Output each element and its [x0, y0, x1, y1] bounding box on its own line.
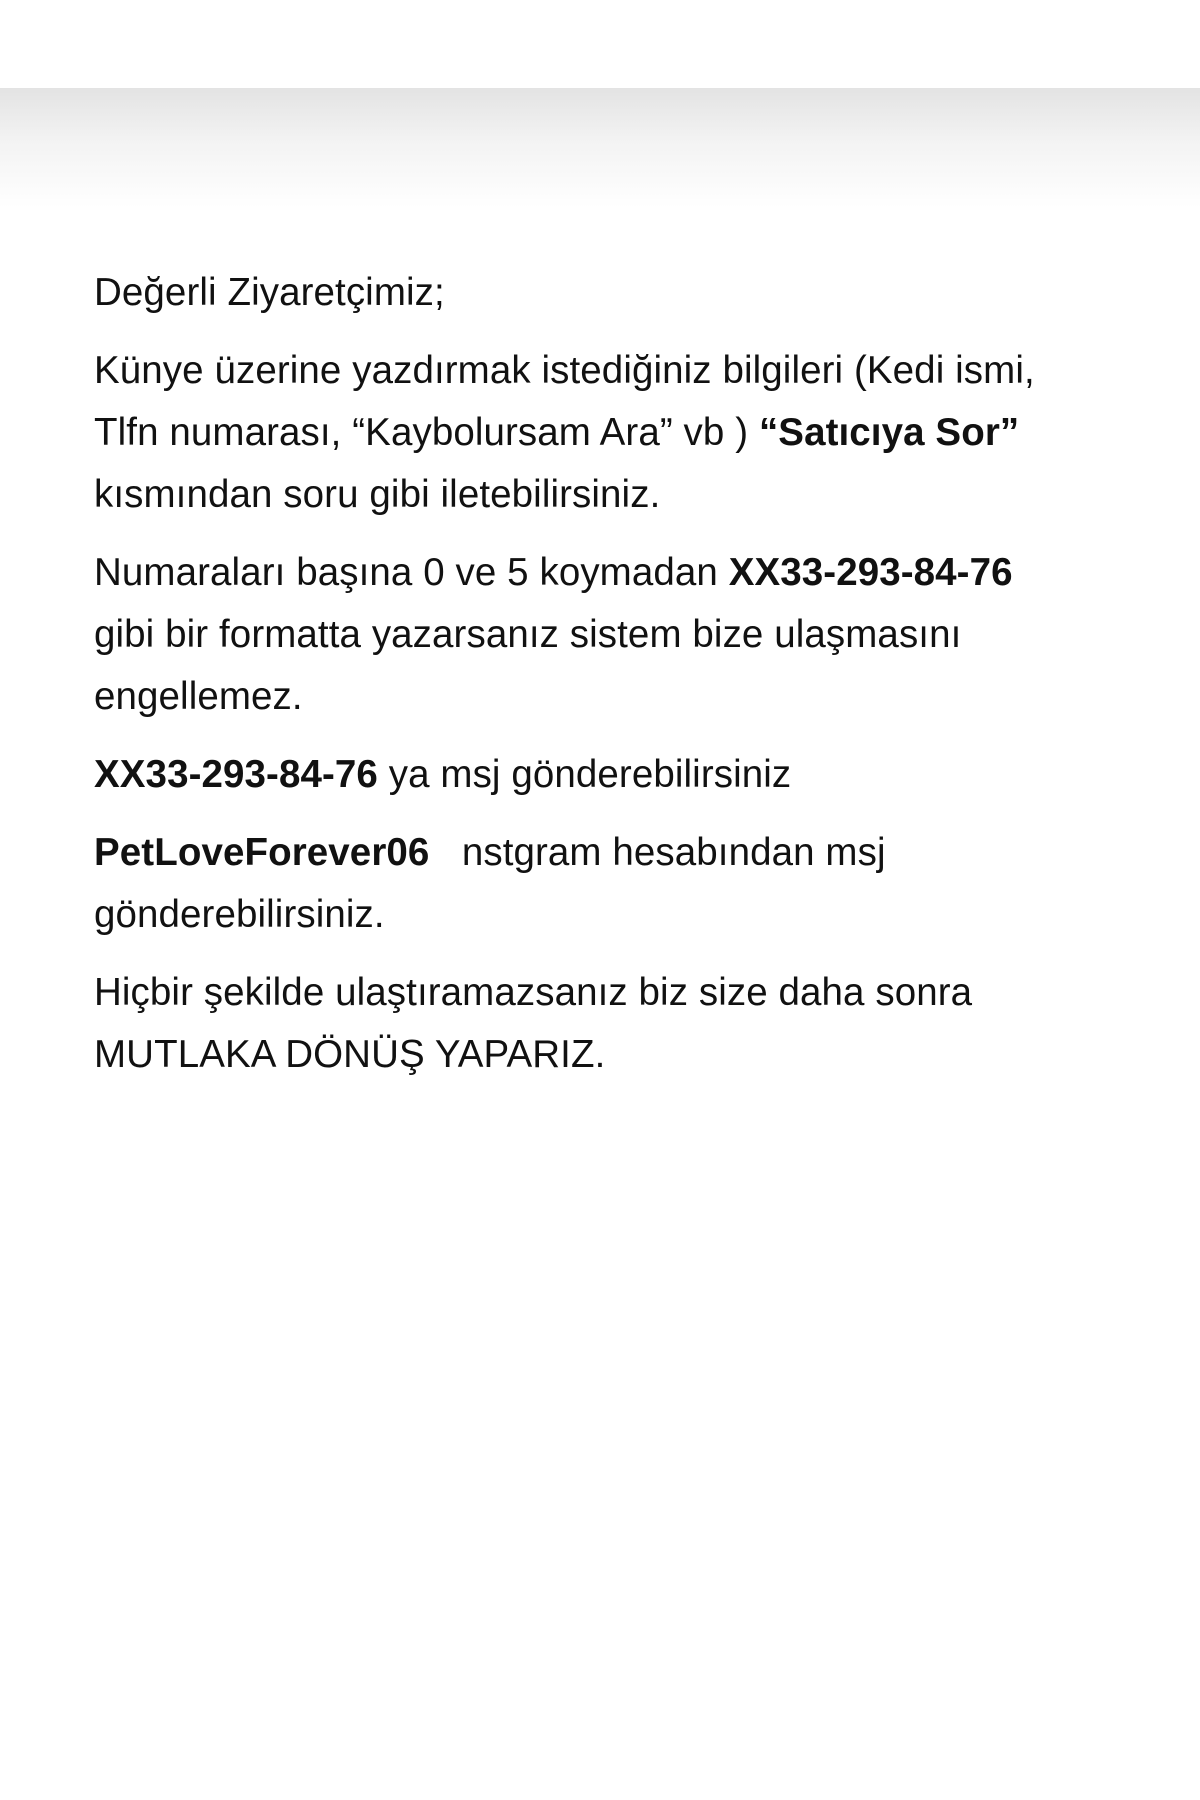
paragraph-instructions [94, 340, 1134, 526]
top-shadow-band [0, 88, 1200, 208]
greeting [94, 262, 1134, 324]
phone-number-2: XX33-293-84-76 [94, 753, 378, 796]
instructions-line-1: Künye üzerine yazdırmak istediğiniz bilgileri (Kedi ismi, [94, 349, 1035, 392]
phone-number: XX33-293-84-76 [728, 551, 1013, 594]
paragraph-callback [94, 962, 1134, 1086]
instructions-line-2: Tlfn numarası, “Kaybolursam Ara” vb ) [94, 411, 759, 454]
callback-line-1: Hiçbir şekilde ulaştıramazsanız biz size daha sonra [94, 971, 973, 1014]
number-format-line-3: engellemez. [94, 675, 303, 718]
greeting-text: Değerli Ziyaretçimiz; [94, 271, 445, 314]
paragraph-number-format [94, 542, 1134, 728]
ask-seller-label: “Satıcıya Sor” [758, 411, 1020, 454]
notice-text [94, 262, 1134, 1102]
instructions-line-3: kısmından soru gibi iletebilirsiniz. [94, 473, 661, 516]
instagram-text: nstgram hesabından msj [429, 831, 886, 874]
instagram-account: PetLoveForever06 [94, 831, 430, 874]
paragraph-instagram [94, 822, 1134, 946]
message-text: ya msj gönderebilirsiniz [377, 753, 792, 796]
number-format-line-2: gibi bir formatta yazarsanız sistem bize ulaşmasını [94, 613, 962, 656]
number-format-line-1: Numaraları başına 0 ve 5 koymadan [94, 551, 729, 594]
paragraph-message [94, 744, 1134, 806]
instagram-line-2: gönderebilirsiniz. [94, 893, 385, 936]
callback-line-2: MUTLAKA DÖNÜŞ YAPARIZ. [94, 1033, 606, 1076]
